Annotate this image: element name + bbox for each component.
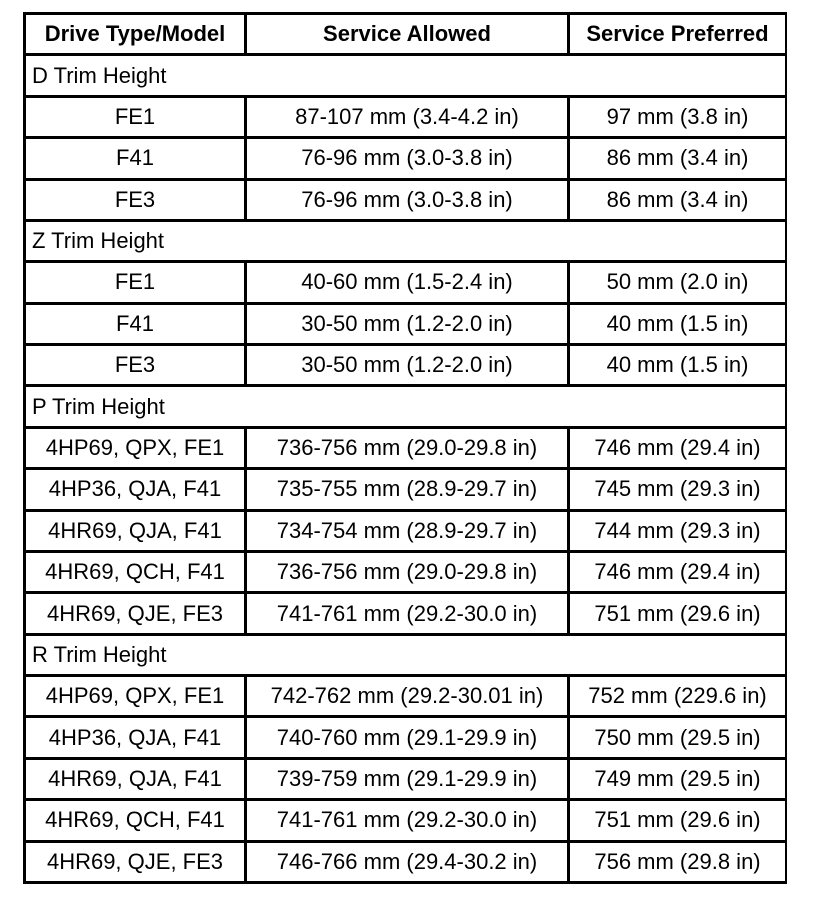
drive-type-model-cell: 4HR69, QJE, FE3 (26, 594, 244, 632)
drive-type-model-cell: 4HP69, QPX, FE1 (26, 677, 244, 715)
drive-type-model-cell: 4HR69, QJA, F41 (26, 512, 244, 550)
trim-height-table (23, 12, 787, 884)
drive-type-model-cell: FE3 (26, 181, 244, 219)
service-preferred-cell: 744 mm (29.3 in) (570, 512, 785, 550)
drive-type-model-cell: FE1 (26, 98, 244, 136)
service-preferred-cell: 751 mm (29.6 in) (570, 801, 785, 839)
drive-type-model-cell: 4HP36, QJA, F41 (26, 718, 244, 756)
service-preferred-cell: 751 mm (29.6 in) (570, 594, 785, 632)
section-title: D Trim Height (26, 56, 785, 94)
drive-type-model-cell: 4HR69, QJE, FE3 (26, 843, 244, 881)
service-allowed-cell: 739-759 mm (29.1-29.9 in) (247, 760, 567, 798)
service-allowed-cell: 740-760 mm (29.1-29.9 in) (247, 718, 567, 756)
service-allowed-cell: 736-756 mm (29.0-29.8 in) (247, 553, 567, 591)
drive-type-model-cell: 4HP36, QJA, F41 (26, 470, 244, 508)
drive-type-model-cell: FE3 (26, 346, 244, 384)
service-allowed-cell: 30-50 mm (1.2-2.0 in) (247, 305, 567, 343)
service-preferred-cell: 86 mm (3.4 in) (570, 181, 785, 219)
service-allowed-cell: 76-96 mm (3.0-3.8 in) (247, 181, 567, 219)
drive-type-model-cell: 4HR69, QCH, F41 (26, 801, 244, 839)
section-title: Z Trim Height (26, 222, 785, 260)
drive-type-model-cell: 4HR69, QJA, F41 (26, 760, 244, 798)
service-allowed-cell: 734-754 mm (28.9-29.7 in) (247, 512, 567, 550)
drive-type-model-cell: F41 (26, 139, 244, 177)
drive-type-model-cell: FE1 (26, 263, 244, 301)
section-title: R Trim Height (26, 636, 785, 674)
service-allowed-cell: 76-96 mm (3.0-3.8 in) (247, 139, 567, 177)
header-service-allowed: Service Allowed (247, 15, 567, 53)
service-allowed-cell: 736-756 mm (29.0-29.8 in) (247, 429, 567, 467)
service-allowed-cell: 741-761 mm (29.2-30.0 in) (247, 594, 567, 632)
service-allowed-cell: 741-761 mm (29.2-30.0 in) (247, 801, 567, 839)
service-preferred-cell: 746 mm (29.4 in) (570, 553, 785, 591)
service-preferred-cell: 97 mm (3.8 in) (570, 98, 785, 136)
service-allowed-cell: 735-755 mm (28.9-29.7 in) (247, 470, 567, 508)
service-preferred-cell: 750 mm (29.5 in) (570, 718, 785, 756)
service-allowed-cell: 40-60 mm (1.5-2.4 in) (247, 263, 567, 301)
header-service-preferred: Service Preferred (570, 15, 785, 53)
service-preferred-cell: 752 mm (229.6 in) (570, 677, 785, 715)
service-allowed-cell: 742-762 mm (29.2-30.01 in) (247, 677, 567, 715)
drive-type-model-cell: 4HP69, QPX, FE1 (26, 429, 244, 467)
drive-type-model-cell: F41 (26, 305, 244, 343)
header-drive-type-model: Drive Type/Model (26, 15, 244, 53)
service-preferred-cell: 749 mm (29.5 in) (570, 760, 785, 798)
service-preferred-cell: 86 mm (3.4 in) (570, 139, 785, 177)
service-preferred-cell: 40 mm (1.5 in) (570, 305, 785, 343)
service-allowed-cell: 87-107 mm (3.4-4.2 in) (247, 98, 567, 136)
service-allowed-cell: 746-766 mm (29.4-30.2 in) (247, 843, 567, 881)
service-preferred-cell: 746 mm (29.4 in) (570, 429, 785, 467)
drive-type-model-cell: 4HR69, QCH, F41 (26, 553, 244, 591)
service-preferred-cell: 756 mm (29.8 in) (570, 843, 785, 881)
service-allowed-cell: 30-50 mm (1.2-2.0 in) (247, 346, 567, 384)
section-title: P Trim Height (26, 387, 785, 425)
service-preferred-cell: 40 mm (1.5 in) (570, 346, 785, 384)
service-preferred-cell: 745 mm (29.3 in) (570, 470, 785, 508)
service-preferred-cell: 50 mm (2.0 in) (570, 263, 785, 301)
